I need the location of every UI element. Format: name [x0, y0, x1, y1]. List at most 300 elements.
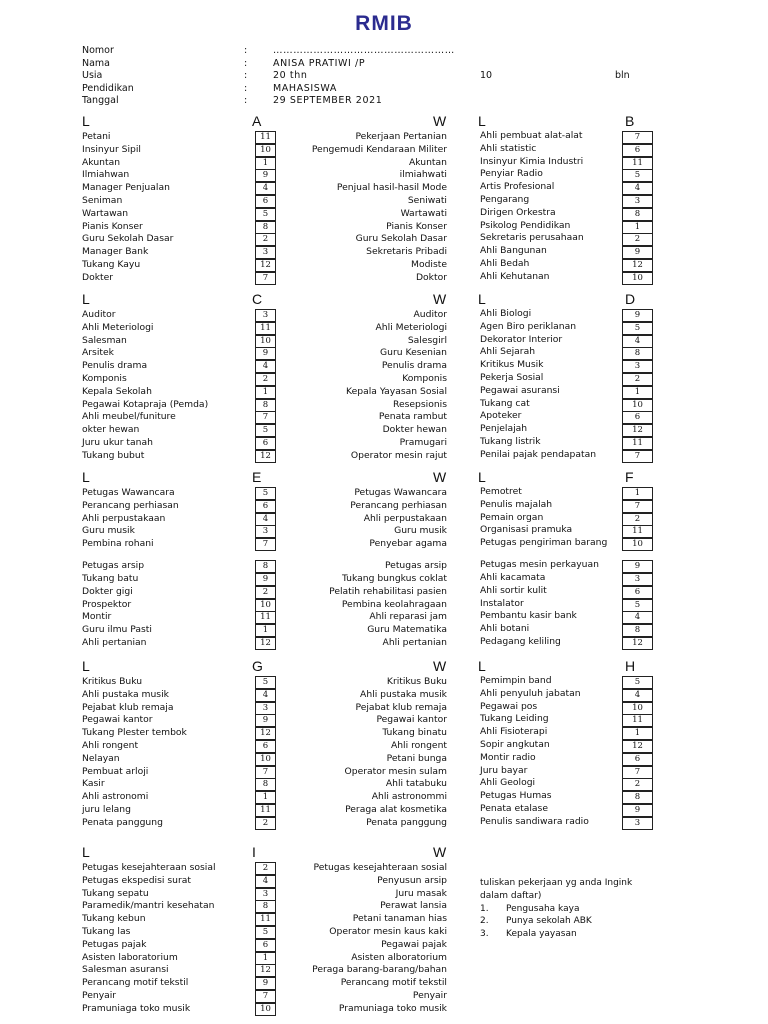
occupation-right: Ahli Bangunan — [480, 245, 547, 257]
occupation-right: Insinyur Kimia Industri — [480, 155, 584, 167]
occupation-left: okter hewan — [82, 424, 140, 436]
occupation-middle: Petani bunga — [386, 752, 447, 764]
rank-box-left: 3 — [255, 525, 276, 538]
rank-box-right: 3 — [622, 360, 653, 373]
occupation-middle: Penata rambut — [378, 411, 447, 423]
rank-box-right: 5 — [622, 599, 653, 612]
table-row — [82, 360, 652, 373]
rank-box-left: 1 — [255, 386, 276, 399]
section-letter: L — [82, 113, 90, 129]
section-letter: A — [252, 113, 262, 129]
rank-box-right: 4 — [622, 182, 653, 195]
header-row — [82, 83, 642, 96]
rank-box-right: 4 — [622, 611, 653, 624]
header-value-2: 10 — [480, 70, 493, 82]
occupation-left: Petugas pajak — [82, 938, 147, 950]
rank-box-left: 8 — [255, 900, 276, 913]
rank-box-right: 11 — [622, 525, 653, 538]
rank-box-left: 7 — [255, 990, 276, 1003]
rank-box-right: 7 — [622, 500, 653, 513]
occupation-left: Pegawai kantor — [82, 714, 153, 726]
occupation-right: Penyiar Radio — [480, 168, 543, 180]
occupation-left: Guru Sekolah Dasar — [82, 233, 174, 245]
rank-box-right: 11 — [622, 714, 653, 727]
rank-box-right: 10 — [622, 399, 653, 412]
occupation-middle: Pejabat klub remaja — [355, 701, 447, 713]
rank-box-left: 6 — [255, 740, 276, 753]
occupation-left: Ahli pustaka musik — [82, 688, 169, 700]
occupation-middle: Operator mesin sulam — [344, 765, 447, 777]
section-letter: L — [82, 658, 90, 674]
occupation-left: Kepala Sekolah — [82, 385, 152, 397]
occupation-right: Ahli Sejarah — [480, 346, 536, 358]
occupation-left: Pembuat arloji — [82, 765, 149, 777]
rank-box-left: 3 — [255, 888, 276, 901]
table-row — [82, 450, 652, 463]
header-row — [82, 70, 642, 83]
rank-box-left: 11 — [255, 804, 276, 817]
rmib-section — [82, 113, 652, 285]
aspiration-notes — [480, 877, 632, 941]
notes-item-number: 2. — [480, 916, 489, 927]
section-letter: L — [478, 658, 486, 674]
rank-box-left: 9 — [255, 169, 276, 182]
rank-box-right: 8 — [622, 347, 653, 360]
occupation-middle: Doktor — [415, 271, 447, 283]
rank-box-left: 2 — [255, 817, 276, 830]
table-row — [82, 817, 652, 830]
occupation-right: Ahli Bedah — [480, 257, 530, 269]
occupation-right: Psikolog Pendidikan — [480, 219, 571, 231]
table-row — [82, 322, 652, 335]
occupation-middle: Penulis drama — [381, 360, 447, 372]
table-row — [82, 573, 652, 586]
rank-box-right: 9 — [622, 804, 653, 817]
occupation-right: Agen Biro periklanan — [480, 320, 577, 332]
rank-box-right: 12 — [622, 259, 653, 272]
occupation-right: Ahli Biologi — [480, 308, 532, 319]
occupation-middle: Auditor — [413, 309, 447, 320]
occupation-right: Juru bayar — [480, 764, 528, 776]
table-row — [82, 538, 652, 560]
header-label: Nomor — [82, 45, 114, 56]
header-value-3: bln — [615, 70, 630, 82]
section-letter: B — [625, 113, 635, 129]
rank-box-right: 9 — [622, 560, 653, 573]
occupation-left: Pramuniaga toko musik — [82, 1002, 191, 1014]
notes-item-text: Kepala yayasan — [506, 929, 577, 940]
occupation-left: Kasir — [82, 778, 105, 790]
occupation-middle: Pegawai pajak — [381, 938, 447, 950]
occupation-left: Guru ilmu Pasti — [82, 624, 152, 636]
rank-box-left: 1 — [255, 952, 276, 965]
rank-box-right: 6 — [622, 144, 653, 157]
occupation-middle: Pegawai kantor — [376, 714, 447, 726]
rank-box-right: 1 — [622, 487, 653, 500]
occupation-left: Tukang bubut — [82, 449, 145, 461]
rank-box-right: 11 — [622, 157, 653, 170]
rank-box-right: 8 — [622, 208, 653, 221]
occupation-middle: Tukang bungkus coklat — [341, 572, 447, 584]
table-row — [82, 624, 652, 637]
header-value: 29 SEPTEMBER 2021 — [273, 95, 383, 107]
rank-box-left: 11 — [255, 913, 276, 926]
occupation-left: Prospektor — [82, 598, 132, 610]
occupation-middle: Petani tanaman hias — [352, 913, 447, 925]
occupation-left: Pejabat klub remaja — [82, 701, 174, 713]
rank-box-right: 3 — [622, 573, 653, 586]
notes-item-number: 1. — [480, 903, 489, 914]
occupation-right: Pegawai pos — [480, 700, 538, 712]
rank-box-right: 4 — [622, 335, 653, 348]
rank-box-right: 8 — [622, 624, 653, 637]
occupation-right: Pedagang keliling — [480, 635, 561, 647]
occupation-right: Penilai pajak pendapatan — [480, 448, 597, 460]
table-row — [82, 386, 652, 399]
rank-box-left: 9 — [255, 977, 276, 990]
rank-box-left: 12 — [255, 259, 276, 272]
occupation-left: Guru musik — [82, 525, 135, 537]
occupation-left: Komponis — [82, 372, 127, 384]
occupation-left: Ilmiahwan — [82, 169, 130, 181]
occupation-left: Ahli Meteriologi — [82, 321, 154, 333]
occupation-middle: Akuntan — [408, 156, 447, 168]
section-letter: L — [478, 469, 486, 485]
rank-box-right: 2 — [622, 233, 653, 246]
rank-box-left: 4 — [255, 182, 276, 195]
rank-box-left: 1 — [255, 157, 276, 170]
table-row — [82, 676, 652, 689]
section-letters — [82, 113, 652, 131]
occupation-middle: Komponis — [402, 372, 447, 384]
table-row — [82, 804, 652, 817]
occupation-right: Ahli penyuluh jabatan — [480, 687, 581, 699]
occupation-middle: Ahli rongent — [390, 739, 447, 751]
rank-box-left: 5 — [255, 424, 276, 437]
occupation-middle: Guru Kesenian — [380, 347, 447, 359]
notes-item — [480, 903, 632, 916]
section-letter: C — [252, 291, 263, 307]
occupation-middle: Ahli Meteriologi — [375, 321, 447, 333]
occupation-middle: Perancang motif tekstil — [340, 977, 447, 989]
occupation-left: Perancang perhiasan — [82, 499, 179, 511]
rank-box-right: 12 — [622, 637, 653, 650]
rank-box-left: 10 — [255, 1003, 276, 1016]
occupation-middle: Peraga alat kosmetika — [345, 803, 447, 815]
rank-box-right: 5 — [622, 169, 653, 182]
notes-item-text: Pengusaha kaya — [506, 903, 580, 914]
table-row — [82, 714, 652, 727]
rank-box-right: 3 — [622, 195, 653, 208]
occupation-right: Pekerja Sosial — [480, 371, 544, 383]
occupation-middle: Ahli tatabuku — [385, 778, 447, 790]
occupation-left: Tukang kebun — [82, 913, 146, 925]
occupation-middle: Pekerjaan Pertanian — [355, 131, 447, 142]
occupation-left: Paramedik/mantri kesehatan — [82, 900, 215, 912]
rank-box-right: 1 — [622, 386, 653, 399]
occupation-left: Petugas ekspedisi surat — [82, 874, 191, 886]
occupation-left: Salesman asuransi — [82, 964, 169, 976]
rank-box-left: 8 — [255, 221, 276, 234]
occupation-left: Pegawai Kotapraja (Pemda) — [82, 398, 209, 410]
rank-box-right: 1 — [622, 221, 653, 234]
table-row — [82, 195, 652, 208]
rank-box-left: 9 — [255, 573, 276, 586]
occupation-right: Artis Profesional — [480, 181, 555, 193]
occupation-right: Penata etalase — [480, 802, 548, 814]
rank-box-left: 6 — [255, 437, 276, 450]
rank-box-right: 7 — [622, 450, 653, 463]
rank-box-right: 7 — [622, 131, 653, 144]
occupation-middle: Salesgirl — [407, 334, 447, 346]
section-letter: W — [433, 844, 447, 860]
section-letter: F — [625, 469, 634, 485]
occupation-left: Salesman — [82, 334, 127, 346]
section-letter: G — [252, 658, 263, 674]
section-letters — [82, 658, 652, 676]
section-letter: L — [82, 469, 90, 485]
occupation-middle: Pramuniaga toko musik — [338, 1002, 447, 1014]
header-label: Pendidikan — [82, 82, 134, 94]
header-colon: : — [244, 45, 248, 56]
header-row — [82, 95, 642, 108]
rank-box-left: 2 — [255, 373, 276, 386]
header-colon: : — [244, 70, 248, 82]
occupation-left: Dokter gigi — [82, 585, 133, 597]
header-colon: : — [244, 57, 248, 69]
rank-box-left: 10 — [255, 753, 276, 766]
occupation-left: Petugas arsip — [82, 560, 145, 572]
table-row — [82, 778, 652, 791]
occupation-left: Insinyur Sipil — [82, 143, 141, 155]
rank-box-right: 8 — [622, 791, 653, 804]
table-row — [82, 727, 652, 740]
table-row — [82, 753, 652, 766]
occupation-right: Kritikus Musik — [480, 359, 544, 371]
rank-box-left: 8 — [255, 778, 276, 791]
rank-box-left: 2 — [255, 233, 276, 246]
rmib-section — [82, 469, 652, 650]
rank-box-right: 5 — [622, 322, 653, 335]
section-letter: L — [82, 844, 90, 860]
header-colon: : — [244, 95, 248, 107]
table-row — [82, 586, 652, 599]
rank-box-left: 10 — [255, 599, 276, 612]
occupation-middle: Pembina keolahragaan — [341, 598, 447, 610]
occupation-left: Ahli pertanian — [82, 636, 147, 648]
notes-item — [480, 928, 632, 941]
section-letter: H — [625, 658, 636, 674]
rank-box-left: 10 — [255, 335, 276, 348]
rank-box-left: 7 — [255, 411, 276, 424]
rank-box-left: 5 — [255, 487, 276, 500]
occupation-middle: Pianis Konser — [386, 220, 447, 232]
rank-box-right: 10 — [622, 272, 653, 285]
occupation-right: Dekorator Interior — [480, 333, 563, 345]
table-row — [82, 560, 652, 573]
occupation-left: Montir — [82, 611, 112, 623]
occupation-right: Penulis majalah — [480, 498, 553, 510]
rank-box-right: 10 — [622, 538, 653, 551]
rank-box-left: 10 — [255, 144, 276, 157]
rank-box-left: 6 — [255, 500, 276, 513]
table-row — [82, 335, 652, 348]
rank-box-left: 12 — [255, 450, 276, 463]
section-letter: W — [433, 113, 447, 129]
occupation-middle: Petugas arsip — [384, 560, 447, 572]
occupation-left: Nelayan — [82, 752, 120, 764]
header-row — [82, 58, 642, 71]
occupation-left: Petugas Wawancara — [82, 487, 175, 498]
table-row — [82, 862, 652, 875]
header-label: Usia — [82, 70, 103, 82]
occupation-middle: Ahli astronommi — [371, 791, 447, 803]
occupation-middle: Petugas Wawancara — [354, 487, 447, 498]
occupation-right: Apoteker — [480, 410, 522, 422]
table-row — [82, 182, 652, 195]
occupation-right: Tukang cat — [480, 397, 530, 409]
occupation-right: Pemimpin band — [480, 675, 552, 686]
table-row — [82, 131, 652, 144]
section-letter: E — [252, 469, 262, 485]
rank-box-right: 3 — [622, 817, 653, 830]
section-letters — [82, 469, 652, 487]
rank-box-left: 5 — [255, 676, 276, 689]
occupation-middle: Operator mesin kaus kaki — [329, 925, 447, 937]
table-row — [82, 702, 652, 715]
rank-box-left: 7 — [255, 766, 276, 779]
section-letters — [82, 291, 652, 309]
header-value: ANISA PRATIWI /P — [273, 57, 366, 69]
occupation-right: Pembantu kasir bank — [480, 610, 577, 622]
table-row — [82, 309, 652, 322]
table-row — [82, 990, 652, 1003]
occupation-middle: Tukang binatu — [382, 727, 447, 739]
occupation-middle: Petugas kesejahteraan sosial — [313, 862, 447, 873]
rank-box-left: 4 — [255, 689, 276, 702]
occupation-middle: Asisten alboratorium — [351, 951, 447, 963]
occupation-left: Manager Bank — [82, 246, 149, 258]
occupation-left: Ahli meubel/funiture — [82, 411, 176, 423]
table-row — [82, 169, 652, 182]
section-letter: I — [252, 844, 256, 860]
occupation-middle: Wartawati — [400, 207, 447, 219]
occupation-right: Ahli Geologi — [480, 777, 536, 789]
section-letters — [82, 844, 652, 862]
occupation-right: Ahli sortir kulit — [480, 584, 547, 596]
rank-box-right: 2 — [622, 778, 653, 791]
occupation-middle: Guru Matematika — [367, 624, 447, 636]
rank-box-right: 9 — [622, 309, 653, 322]
rank-box-right: 1 — [622, 727, 653, 740]
section-letter: L — [478, 291, 486, 307]
rank-box-left: 8 — [255, 560, 276, 573]
table-row — [82, 952, 652, 965]
occupation-right: Tukang listrik — [480, 435, 541, 447]
rank-box-right: 6 — [622, 753, 653, 766]
rank-box-left: 1 — [255, 791, 276, 804]
rank-box-left: 6 — [255, 939, 276, 952]
rank-box-left: 11 — [255, 131, 276, 144]
occupation-left: Ahli rongent — [82, 739, 139, 751]
rank-box-right: 2 — [622, 513, 653, 526]
rank-box-right: 7 — [622, 766, 653, 779]
rank-box-right: 4 — [622, 689, 653, 702]
occupation-middle: Ahli perpustakaan — [363, 512, 447, 524]
rank-box-left: 3 — [255, 309, 276, 322]
occupation-right: Ahli kacamata — [480, 571, 546, 583]
occupation-right: Sekretaris perusahaan — [480, 232, 584, 244]
table-row — [82, 1003, 652, 1016]
occupation-right: Sopir angkutan — [480, 738, 550, 750]
occupation-middle: Ahli pustaka musik — [360, 688, 447, 700]
occupation-left: Juru ukur tanah — [82, 436, 153, 448]
occupation-right: Tukang Leiding — [480, 713, 549, 725]
occupation-middle: Kepala Yayasan Sosial — [346, 385, 447, 397]
occupation-left: Kritikus Buku — [82, 676, 143, 687]
occupation-left: Tukang batu — [82, 572, 139, 584]
occupation-left: Penulis drama — [82, 360, 148, 372]
notes-item-number: 3. — [480, 929, 489, 940]
rank-box-left: 2 — [255, 586, 276, 599]
occupation-left: Manager Penjualan — [82, 182, 170, 194]
table-row — [82, 424, 652, 437]
occupation-middle: Juru masak — [395, 887, 447, 899]
occupation-middle: Modiste — [411, 258, 447, 270]
document-title: RMIB — [355, 12, 413, 35]
rank-box-right: 9 — [622, 246, 653, 259]
section-letter: L — [82, 291, 90, 307]
rank-box-right: 2 — [622, 373, 653, 386]
table-row — [82, 791, 652, 804]
occupation-left: Ahli perpustakaan — [82, 512, 166, 524]
table-row — [82, 500, 652, 513]
occupation-right: Dirigen Orkestra — [480, 206, 556, 218]
occupation-right: Ahli Kehutanan — [480, 270, 550, 282]
notes-intro-line-1: tuliskan pekerjaan yg anda Ingink — [480, 878, 633, 888]
rank-box-left: 3 — [255, 246, 276, 259]
occupation-left: Pembina rohani — [82, 538, 154, 550]
occupation-middle: Seniwati — [407, 194, 447, 206]
occupation-left: Wartawan — [82, 207, 129, 219]
occupation-right: Penjelajah — [480, 423, 528, 435]
table-row — [82, 611, 652, 624]
table-row — [82, 157, 652, 170]
occupation-middle: Guru Sekolah Dasar — [355, 233, 447, 245]
rank-box-left: 12 — [255, 964, 276, 977]
table-row — [82, 689, 652, 702]
occupation-middle: Penyusun arsip — [377, 874, 447, 886]
rank-box-left: 12 — [255, 727, 276, 740]
rmib-section — [82, 291, 652, 463]
table-row — [82, 411, 652, 424]
section-letter: D — [625, 291, 636, 307]
table-row — [82, 144, 652, 157]
table-row — [82, 766, 652, 779]
rank-box-right: 6 — [622, 411, 653, 424]
occupation-middle: Kritikus Buku — [386, 676, 447, 687]
header-label: Nama — [82, 57, 111, 69]
rank-box-left: 6 — [255, 195, 276, 208]
occupation-right: Instalator — [480, 597, 524, 609]
table-row — [82, 964, 652, 977]
rank-box-left: 1 — [255, 624, 276, 637]
occupation-left: Penata panggung — [82, 816, 163, 828]
occupation-middle: ilmiahwati — [399, 169, 447, 181]
occupation-left: Ahli astronomi — [82, 791, 149, 803]
occupation-middle: Sekretaris Pribadi — [366, 246, 447, 258]
rank-box-right: 12 — [622, 740, 653, 753]
